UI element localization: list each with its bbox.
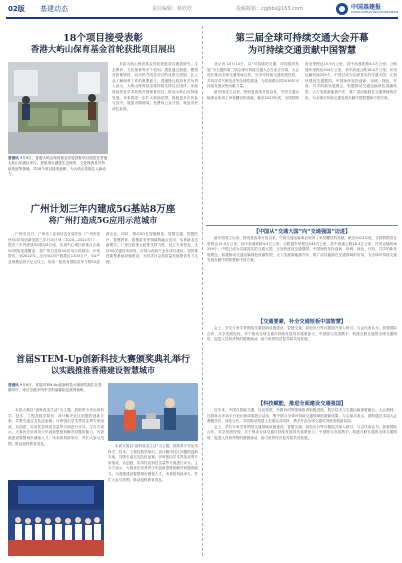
article3-subtitle: 以实践推推香港建设智慧城市 (51, 365, 155, 375)
article2-subtitle: 将广州打造成5G应用示范城市 (48, 215, 158, 225)
submission-email: 投稿邮箱：cgjbbi@163.com (236, 6, 303, 12)
article1-body: 本届大屿山保育基金首轮获批项目涵盖研究、生态保育、文化保育等多个类别。展览通过展板、模型及影像资料，向市民介绍各项目的成果与进展，让公众了解保育工作的重要意义。香港特区政府有关负责人表示，大屿山保育基金将持续支持社区团体、非政府组织及学术机构开展保育项目，推动大屿山可持续发展。未来将进一步扩大资助范围，鼓励更多市民参与其中。展览为期两周，免费向公众开放，欢迎市民前往参观。 (112, 62, 198, 111)
editor-credit: 责任编辑：蔡欣欣 (152, 6, 193, 12)
article3-title: 首届STEM-Up创新科技大赛颁奖典礼举行 (16, 355, 190, 365)
article4-title: 第三届全球可持续交通大会开幕 (235, 33, 369, 44)
article1-title: 18个项目接受表彰 (63, 33, 143, 44)
article1-caption: 香港讯 9月8日，香港大屿山保育基金首轮获批项目展览在香港大屿山东涌区举行。获批项目涵盖生态保育、文化保育及可持续发展等领域，共18个项目接受表彰，为大屿山发展注入新动力。 (8, 156, 108, 177)
exhibition-photo (8, 62, 108, 154)
article4-box3-body: 近年来，中国在智能交通、自动驾驶、车路协同等领域取得积极进展，数字技术与交通运输深度融合。大会期间，还将举办多场平行论坛和成果展示活动，集中展示全球可持续交通领域的最新成果。与会嘉宾表示，期待通过本届大会凝聚共识、深化合作，共同推动构建人类命运共同体，携手开创全球交通可持续发展新局面。 会上，多位专家学者围绕交通基础设施建设、智慧交通、绿色出行等议题展开深入研讨。与会代表认为，加强国际合作，共享发展经验，对于推动全球交通可持续发展具有重要意义。中国愿与各国携手，构建互联互通的全球交通网络，促进人员和货物的便捷流动，助力世界经济复苏和共同发展。 (207, 408, 397, 440)
article4-box3-title: 【科技赋能，推进全面建设交通强国】 (257, 401, 347, 407)
article2-body: 广州讯 近日，广州市工业和信息化局印发《广州市加快5G应用创新发展三年行动计划（2020—2022年）》，提出三年内建成5G基站8万座，实现中心城区和重点区域5G网络连续覆盖，将广州打造成5G应用示范城市。计划提出，到2022年，全市5G用户数超过1200万户，5G产业规模达到千亿元以上，形成一批具有国际竞争力的5G创新企业。同时，推动5G在智能制造、智慧交通、智慧医疗、智慧教育、智慧政务等领域的融合应用，培育新业态新模式。广州还将加大政策支持力度，设立专项资金，支持5G关键技术研发、应用示范和产业化项目建设，加快推进新型基础设施建设，为经济社会高质量发展提供有力支撑。 (8, 232, 198, 264)
article3-body-right: 本届大赛以“创科改变生活”为主题，鼓励青少年运用科学、技术、工程及数学知识，设计解决社区问题的创新方案，共吸引逾百支队伍参赛。评审团由学术界及业界专家组成，从创意、实用性及科技含量等方面进行评分。主办方表示，大赛旨在培养青少年创新思维和解决问题的能力，为香港建设智慧城市储备人才。未来将持续举办，并扩大参与范围，推动创科教育普及。 (108, 444, 198, 482)
page-number: 02版 (8, 5, 25, 13)
logo-icon (336, 3, 348, 15)
article4-intro: 北京讯 10月14日，以“可持续的交通，可持续的发展”为主题的第三届全球可持续交通大会在北京开幕。大会旨在推动全球交通领域合作，分享可持续交通发展经验，共同应对气候变化等全球性挑战，为实现联合国2030年可持续发展议程贡献力量。 新中国成立以来，特别是改革开放以来，中国交通运输事业取得了举世瞩目的成就。截至2023年底，全国铁路营业里程达15.9万公里，其中高速铁路4.5万公里；公路通车里程达544万公里，其中高速公路18.4万公里；民用运输机场259个。中国已成为名副其实的交通大国，正加快建设交通强国。中国始终坚持创新、协调、绿色、开放、共享的新发展理念，积极推动交通运输绿色低碳转型，大力发展新能源汽车，推广清洁能源在交通领域的应用，为全球可持续交通发展贡献中国智慧和中国方案。 (207, 62, 397, 100)
article1-subtitle: 香港大屿山保育基金首轮获批项目展出 (30, 45, 176, 55)
article3-photo (8, 480, 104, 556)
section-name: 基建动态 (40, 5, 68, 13)
article3-photo-2 (108, 383, 198, 441)
robot-competition-photo (108, 383, 198, 441)
column-divider (202, 26, 203, 556)
newspaper-logo: 中国基建报 CHINA INFRASTRUCTURE NEWS (336, 2, 398, 16)
box1-rule (206, 225, 398, 226)
award-ceremony-photo (8, 480, 104, 556)
article4-box2-title: 【交通要素，补全交通短板中国智慧】 (257, 319, 347, 325)
article3-body: 本届大赛以“创科改变生活”为主题，鼓励青少年运用科学、技术、工程及数学知识，设计解决社区问题的创新方案，共吸引逾百支队伍参赛。评审团由学术界及业界专家组成，从创意、实用性及科技含量等方面进行评分。主办方表示，大赛旨在培养青少年创新思维和解决问题的能力，为香港建设智慧城市储备人才。未来将持续举办，并扩大参与范围，推动创科教育普及。 (8, 408, 104, 446)
article1-photo (8, 62, 108, 154)
article4-box2-body: 会上，多位专家学者围绕交通基础设施建设、智慧交通、绿色出行等议题展开深入研讨。与会代表认为，加强国际合作，共享发展经验，对于推动全球交通可持续发展具有重要意义。中国愿与各国携手，构建互联互通的全球交通网络，促进人员和货物的便捷流动，助力世界经济复苏和共同发展。 (207, 326, 397, 342)
article4-box1-title: 【中国从“交通大国”向“交通强国”迈进】 (253, 229, 351, 235)
article3-caption: 香港讯 9月6日，首届STEM-Up创新科技大赛颁奖典礼在香港举行，来自全港多所中学的参赛队伍获得表彰。 (8, 383, 102, 393)
article4-subtitle: 为可持续交通贡献中国智慧 (247, 46, 356, 56)
header-rule (6, 17, 398, 19)
article2-title: 广州计划三年内建成5G基站8万座 (30, 204, 176, 215)
article4-box1-body: 新中国成立以来，特别是改革开放以来，中国交通运输事业取得了举世瞩目的成就。截至2023年底，全国铁路营业里程达15.9万公里，其中高速铁路4.5万公里；公路通车里程达544万公里，其中高速公路18.4万公里；民用运输机场259个。中国已成为名副其实的交通大国，正加快建设交通强国。中国始终坚持创新、协调、绿色、开放、共享的新发展理念，积极推动交通运输绿色低碳转型，大力发展新能源汽车，推广清洁能源在交通领域的应用，为全球可持续交通发展贡献中国智慧和中国方案。 (207, 236, 397, 263)
